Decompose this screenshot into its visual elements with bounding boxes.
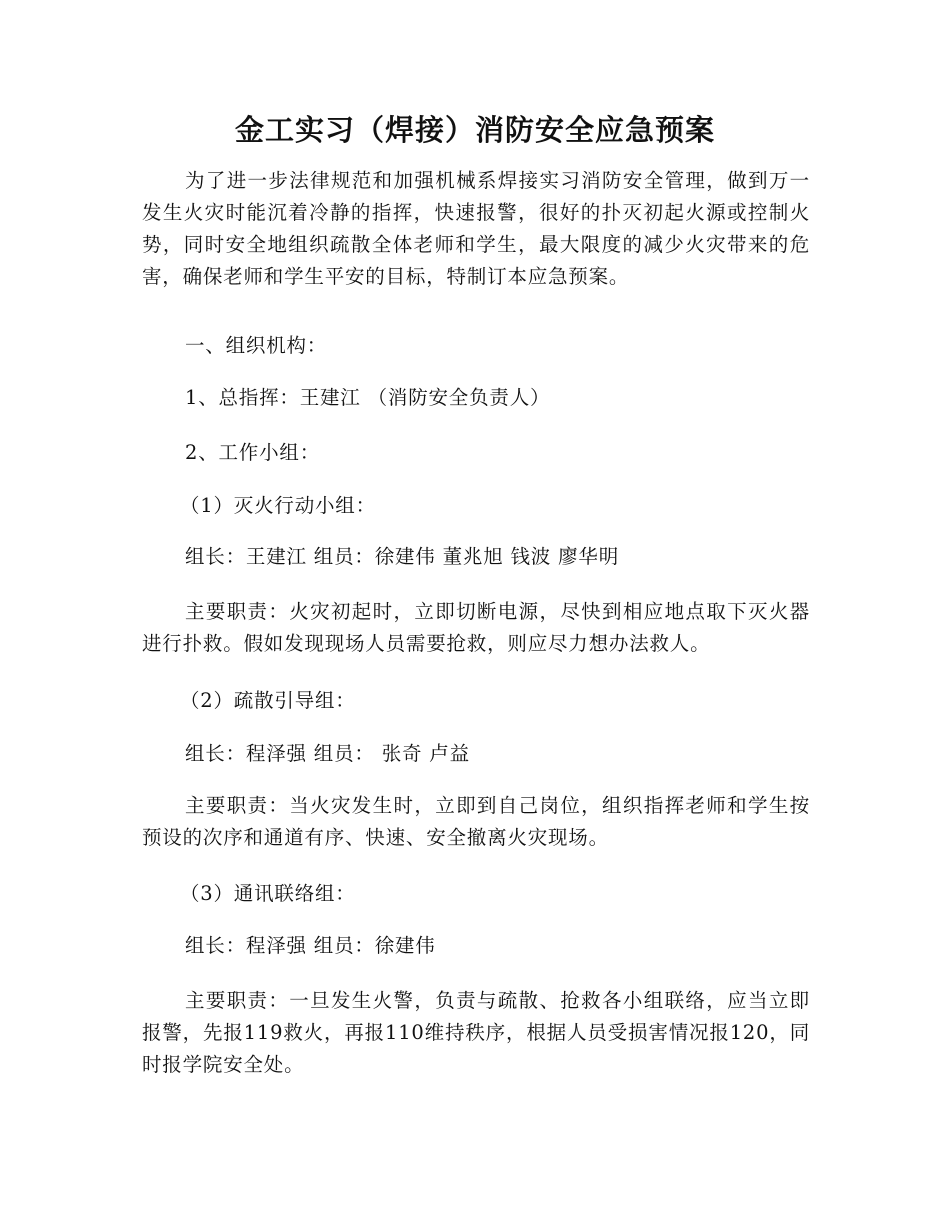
group-2-members: 组长：程泽强 组员： 张奇 卢益 (185, 742, 470, 765)
document-title: 金工实习（焊接）消防安全应急预案 (234, 113, 715, 147)
group-1-heading: （1）灭火行动小组： (180, 494, 376, 517)
commander-line: 1、总指挥：王建江 （消防安全负责人） (185, 386, 551, 409)
group-3-members: 组长：程泽强 组员：徐建伟 (185, 934, 436, 957)
section-heading-organization: 一、组织机构： (185, 334, 328, 357)
intro-paragraph: 为了进一步法律规范和加强机械系焊接实习消防安全管理，做到万一发生火灾时能沉着冷静的指挥，快速报警，很好的扑灭初起火源或控制火势，同时安全地组织疏散全体老师和学生，最大限度的减少火灾带来的危害，确保老师和学生平安的目标，特制订本应急预案。 (142, 169, 810, 288)
group-2-heading: （2）疏散引导组： (180, 689, 356, 712)
group-1-duties: 主要职责：火灾初起时，立即切断电源，尽快到相应地点取下灭火器进行扑救。假如发现现场人员需要抢救，则应尽力想办法救人。 (142, 600, 810, 655)
group-3-duties: 主要职责：一旦发生火警，负责与疏散、抢救各小组联络，应当立即报警，先报119救火，再报110维持秩序，根据人员受损害情况报120，同时报学院安全处。 (142, 989, 810, 1076)
group-2-duties: 主要职责：当火灾发生时，立即到自己岗位，组织指挥老师和学生按预设的次序和通道有序、快速、安全撤离火灾现场。 (142, 794, 810, 849)
group-1-members: 组长：王建江 组员：徐建伟 董兆旭 钱波 廖华明 (185, 545, 619, 568)
work-groups-heading: 2、工作小组： (185, 441, 321, 464)
group-3-heading: （3）通讯联络组： (180, 882, 356, 905)
